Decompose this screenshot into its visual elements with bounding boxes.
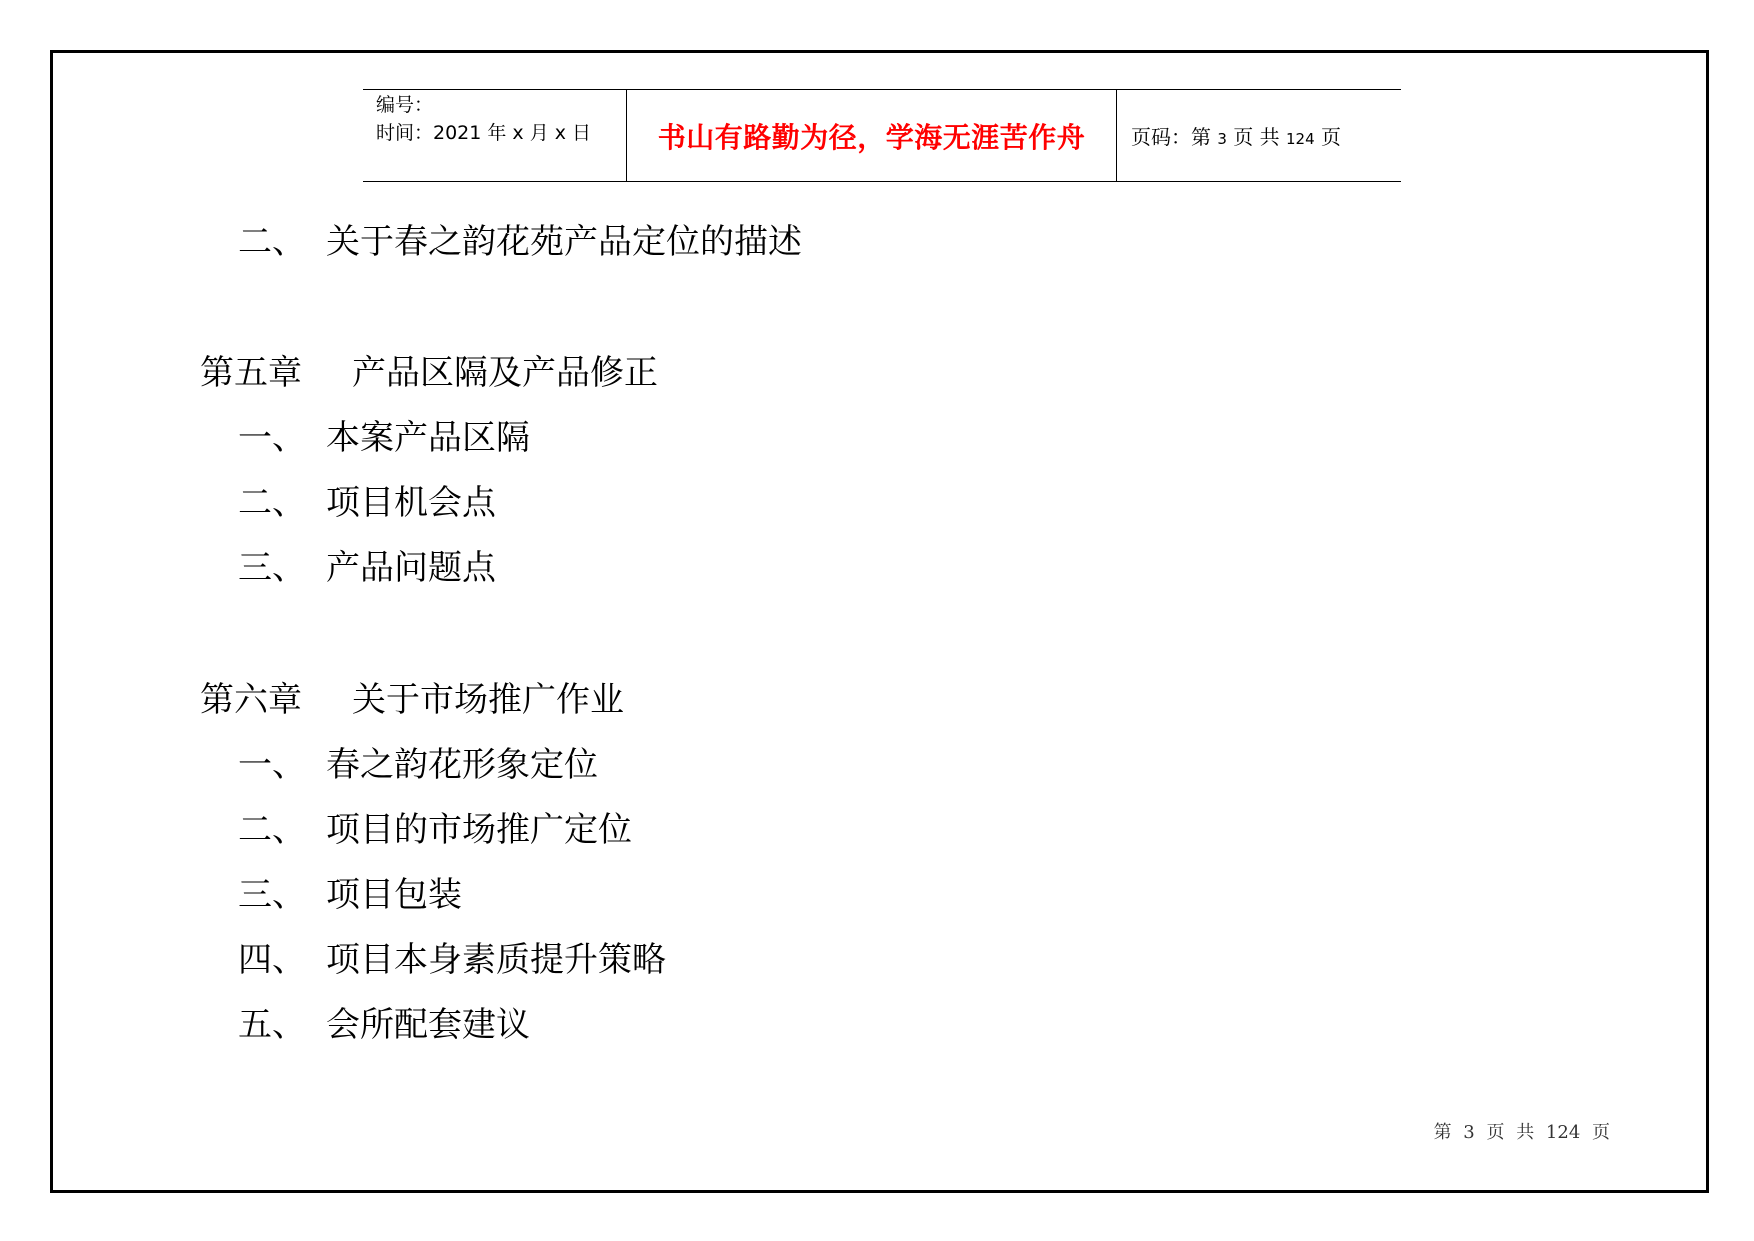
outline-marker: 一、 bbox=[238, 745, 306, 785]
outline-marker: 二、 bbox=[238, 222, 306, 262]
document-number-label: 编号： bbox=[376, 94, 434, 116]
chapter-marker: 第五章 bbox=[200, 353, 302, 393]
header-pagecode-cell bbox=[1117, 90, 1401, 181]
outline-marker: 四、 bbox=[238, 940, 306, 980]
document-header bbox=[363, 89, 1401, 182]
chapter-marker: 第六章 bbox=[200, 680, 302, 720]
outline-text: 项目本身素质提升策略 bbox=[326, 940, 666, 980]
footer-page-info: 第 3 页 共 124 页 bbox=[1433, 1122, 1610, 1143]
page-code bbox=[1131, 121, 1341, 150]
outline-text: 项目的市场推广定位 bbox=[326, 810, 632, 850]
chapter-title: 产品区隔及产品修正 bbox=[352, 353, 658, 393]
page-code-mid: 页 共 bbox=[1233, 125, 1280, 149]
header-motto-cell bbox=[627, 90, 1117, 181]
motto-text: 书山有路勤为径，学海无涯苦作舟 bbox=[657, 120, 1086, 154]
outline-item bbox=[238, 222, 802, 262]
outline-text: 项目机会点 bbox=[326, 483, 496, 523]
outline-item bbox=[238, 483, 496, 523]
outline-marker: 三、 bbox=[238, 548, 306, 588]
outline-marker: 三、 bbox=[238, 875, 306, 915]
outline-item bbox=[238, 1005, 530, 1045]
outline-marker: 一、 bbox=[238, 418, 306, 458]
outline-item bbox=[238, 745, 598, 785]
outline-text: 项目包装 bbox=[326, 875, 462, 915]
outline-chapter bbox=[200, 353, 658, 393]
outline-item bbox=[238, 940, 666, 980]
outline-marker: 二、 bbox=[238, 810, 306, 850]
document-time-label: 时间：2021 年 x 月 x 日 bbox=[376, 122, 592, 144]
chapter-title: 关于市场推广作业 bbox=[352, 680, 624, 720]
outline-text: 关于春之韵花苑产品定位的描述 bbox=[326, 222, 802, 262]
outline-item bbox=[238, 418, 530, 458]
outline-marker: 五、 bbox=[238, 1005, 306, 1045]
header-meta-cell bbox=[363, 90, 627, 181]
page-code-suffix: 页 bbox=[1320, 125, 1341, 149]
outline-text: 会所配套建议 bbox=[326, 1005, 530, 1045]
outline-item bbox=[238, 810, 632, 850]
outline-item bbox=[238, 875, 462, 915]
page-code-prefix: 页码：第 bbox=[1131, 125, 1211, 149]
outline-text: 春之韵花形象定位 bbox=[326, 745, 598, 785]
outline-marker: 二、 bbox=[238, 483, 306, 523]
page-code-total: 124 bbox=[1285, 130, 1315, 148]
page-code-current: 3 bbox=[1217, 130, 1227, 148]
outline-text: 本案产品区隔 bbox=[326, 418, 530, 458]
outline-text: 产品问题点 bbox=[326, 548, 496, 588]
outline-chapter bbox=[200, 680, 624, 720]
outline-item bbox=[238, 548, 496, 588]
